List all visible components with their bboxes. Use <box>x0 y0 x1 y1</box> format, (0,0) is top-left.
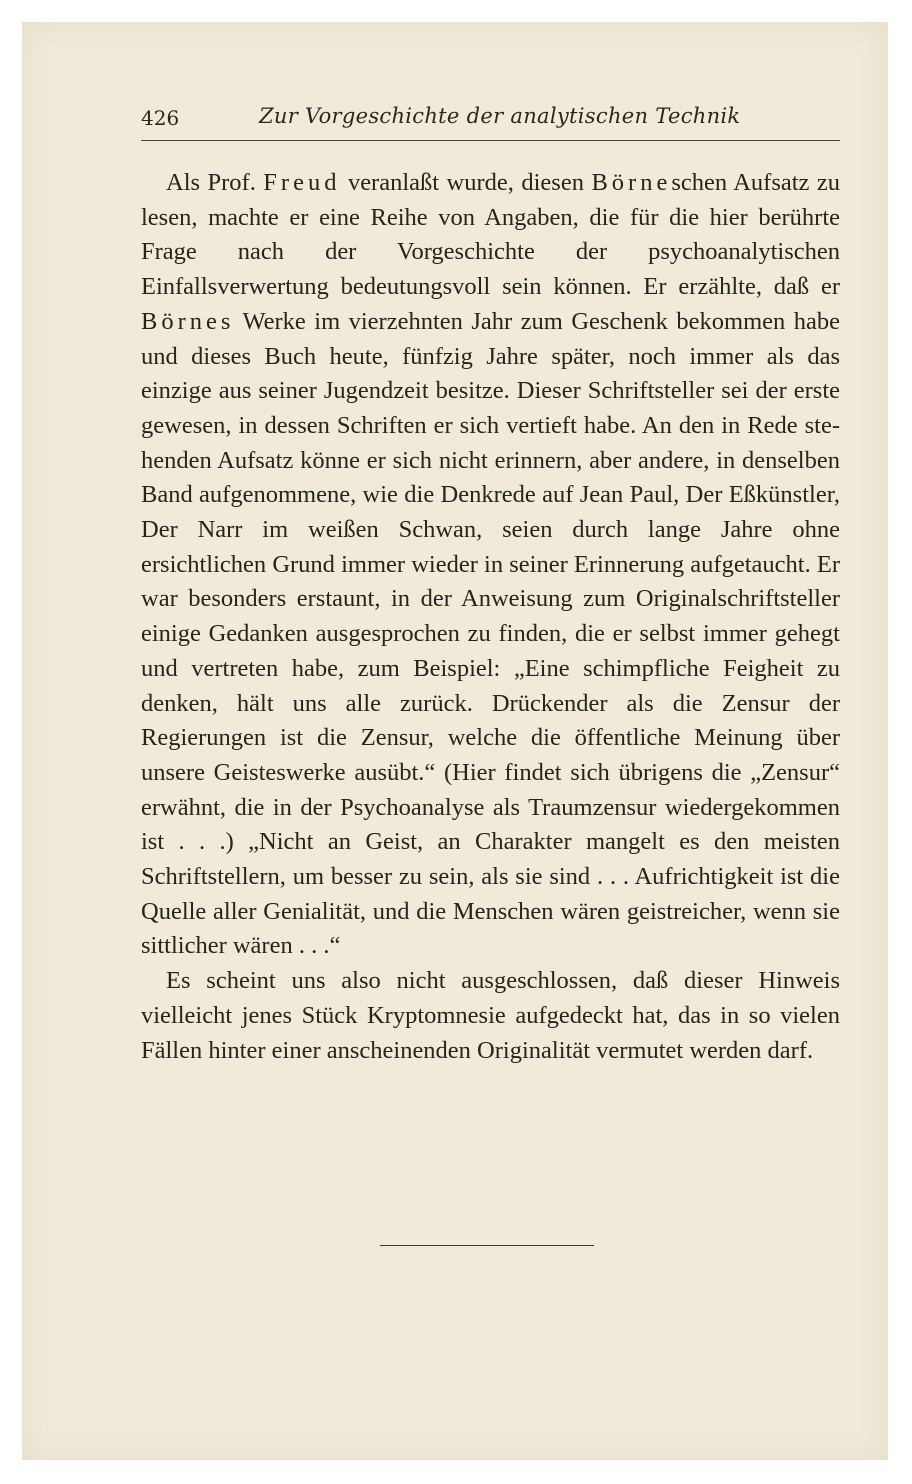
page-number: 426 <box>141 106 180 130</box>
author-name-boerne: Börnes <box>141 307 235 335</box>
author-name-boerne: Börne <box>591 169 672 196</box>
text-run: veranlaßt wurde, diesen <box>340 169 592 196</box>
body-text <box>141 166 840 1068</box>
running-title: Zur Vorgeschichte der analytischen Technik <box>259 104 741 128</box>
author-name-freud: Freud <box>263 169 341 196</box>
header-rule <box>141 140 840 141</box>
text-run: Werke im vierzehnten Jahr zum Geschenk bekommen habe und dieses Buch heute, fünfzig Jahre später, noch immer als das einzige aus seiner Jugendzeit besitze. Dieser Schriftsteller sei der erste gewesen, in dessen Schriften er sich vertieft habe. An den in Rede stehenden Aufsatz könne er sich nicht erinnern, aber andere, in denselben Band aufgenommene, wie die Denkrede auf Jean Paul, Der Eßkünstler, Der Narr im weißen Schwan, seien durch lange Jahre ohne ersichtlichen Grund immer wieder in seiner Erinnerung aufgetaucht. Er war besonders erstaunt, in der Anweisung zum Originalschriftsteller einige Gedanken ausgesprochen zu finden, die er selbst immer gehegt und vertreten habe, zum Beispiel: „Eine schimpfliche Feigheit zu denken, hält uns alle zurück. Drückender als die Zensur der Regierungen ist die Zensur, welche die öffentliche Meinung über unsere Geisteswerke ausübt.“ (Hier findet sich übrigens die „Zensur“ erwähnt, die in der Psychoanalyse als Traumzensur wiedergekommen ist . . .) „Nicht an Geist, an Charakter mangelt es den meisten Schriftstellern, um besser zu sein, als sie sind . . . Aufrichtigkeit ist die Quelle aller Genialität, und die Menschen wären geistreicher, wenn sie sittlicher wären . . .“ <box>141 307 840 960</box>
text-run: Als Prof. <box>166 169 264 196</box>
paragraph <box>141 166 840 964</box>
paragraph <box>141 964 840 1068</box>
text-run: schen Aufsatz zu lesen, machte er eine Reihe von Angaben, die für die hier berührte Frage nach der Vorgeschichte der psychoanalytischen Einfallsverwertung bedeutungsvoll sein können. Er erzählte, daß er <box>141 169 840 301</box>
text-run: Es scheint uns also nicht ausgeschlossen, daß dieser Hinweis vielleicht jenes Stück Kryptomnesie aufgedeckt hat, das in so vielen Fällen hinter einer anscheinenden Originalität vermutet werden darf. <box>141 967 840 1064</box>
end-rule <box>380 1245 594 1246</box>
page-header <box>141 104 840 140</box>
